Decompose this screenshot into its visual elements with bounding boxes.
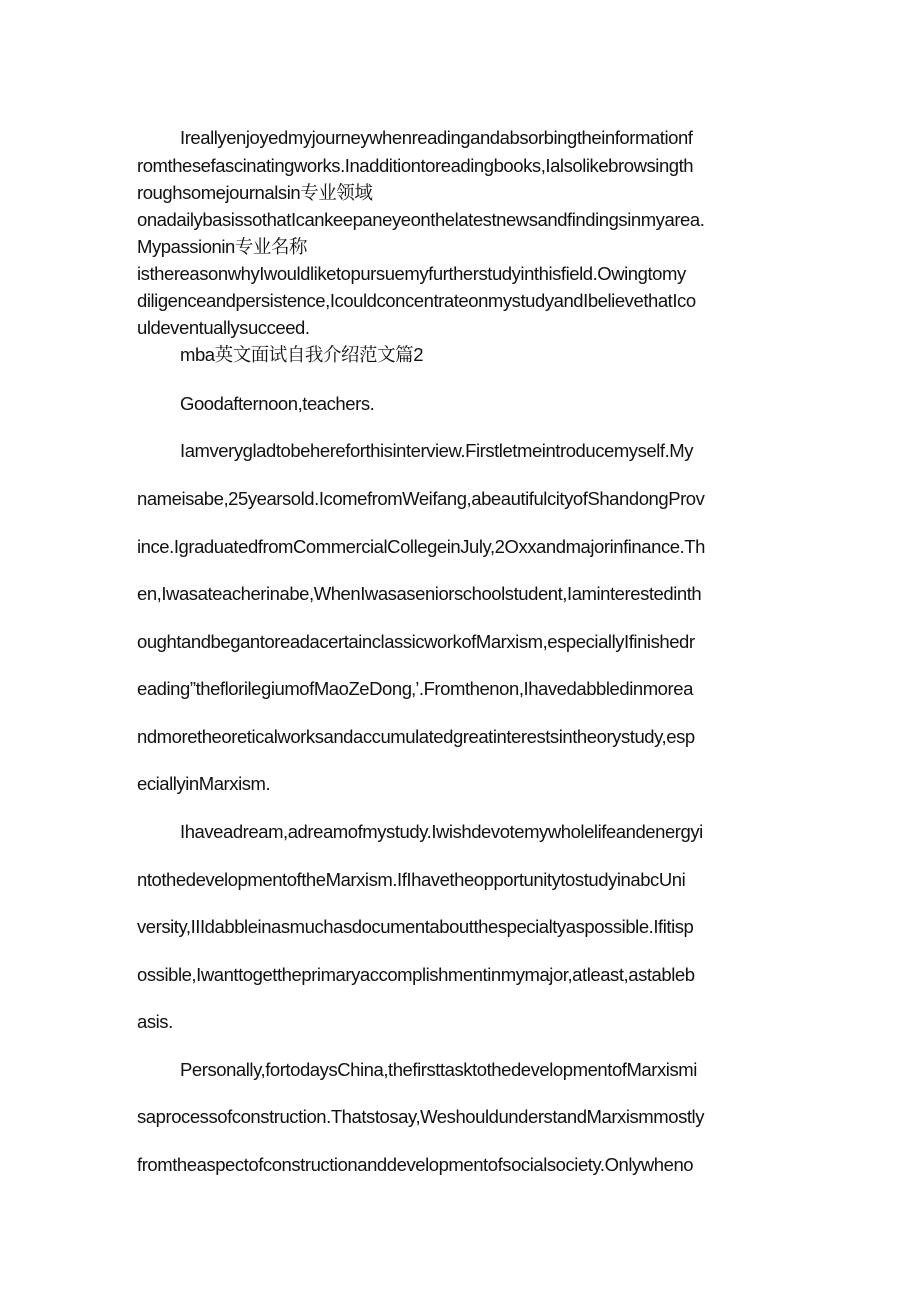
text-line: eciallyinMarxism. [137,773,271,794]
text-line: ntothedevelopmentoftheMarxism.IfIhavetheopportunitytostudyinabcUni [137,869,686,890]
text-line: diligenceandpersistence,IcouldconcentrateonmystudyandIbelievethatIco [137,290,696,311]
text-line: ossible,Iwanttogettheprimaryaccomplishmentinmymajor,atleast,astableb [137,964,695,985]
text-line: oughtandbegantoreadacertainclassicworkofMarxism,especiallyIfinishedr [137,631,695,652]
text-line: asis. [137,1011,173,1032]
text-line: ndmoretheoreticalworksandaccumulatedgreatinterestsintheorystudy,esp [137,726,695,747]
text-line: versity,IIIdabbleinasmuchasdocumentaboutthespecialtyaspossible.Ifitisp [137,916,694,937]
text-line: roughsomejournalsin专业领域 [137,182,373,203]
text-line: Ireallyenjoyedmyjourneywhenreadingandabsorbingtheinformationf [180,127,693,148]
text-line: eading”theflorilegiumofMaoZeDong‚’.Fromthenon,Ihavedabbledinmorea [137,678,693,699]
text-line: Ihaveadream,adreamofmystudy.Iwishdevotemywholelifeandenergyi [180,821,703,842]
text-line: onadailybasissothatIcankeepaneyeonthelatestnewsandfindingsinmyarea. [137,209,705,230]
text-line: Mypassionin专业名称 [137,236,308,257]
text-line: en,Iwasateacherinabe,WhenIwasaseniorschoolstudent,Iaminterestedinth [137,583,702,604]
section-heading: mba英文面试自我介绍范文篇2 [180,344,424,365]
text-line: Personally,fortodaysChina,thefirsttasktothedevelopmentofMarxismi [180,1059,697,1080]
text-line: ince.IgraduatedfromCommercialCollegeinJuly,2Oxxandmajorinfinance.Th [137,536,705,557]
text-line: saprocessofconstruction.Thatstosay,WeshouldunderstandMarxismmostly [137,1106,705,1127]
text-line: uldeventuallysucceed. [137,317,310,338]
text-line: Iamverygladtobehereforthisinterview.Firstletmeintroducemyself.My [180,440,694,461]
text-line: romthesefascinatingworks.Inadditiontoreadingbooks,Ialsolikebrowsingth [137,155,694,176]
text-line: isthereasonwhyIwouldliketopursuemyfurtherstudyinthisfield.Owingtomy [137,263,686,284]
text-line: nameisabe,25yearsold.IcomefromWeifang,abeautifulcityofShandongProv [137,488,705,509]
text-line: fromtheaspectofconstructionanddevelopmentofsocialsociety.Onlywheno [137,1154,694,1175]
greeting-line: Goodafternoon,teachers. [180,393,375,414]
